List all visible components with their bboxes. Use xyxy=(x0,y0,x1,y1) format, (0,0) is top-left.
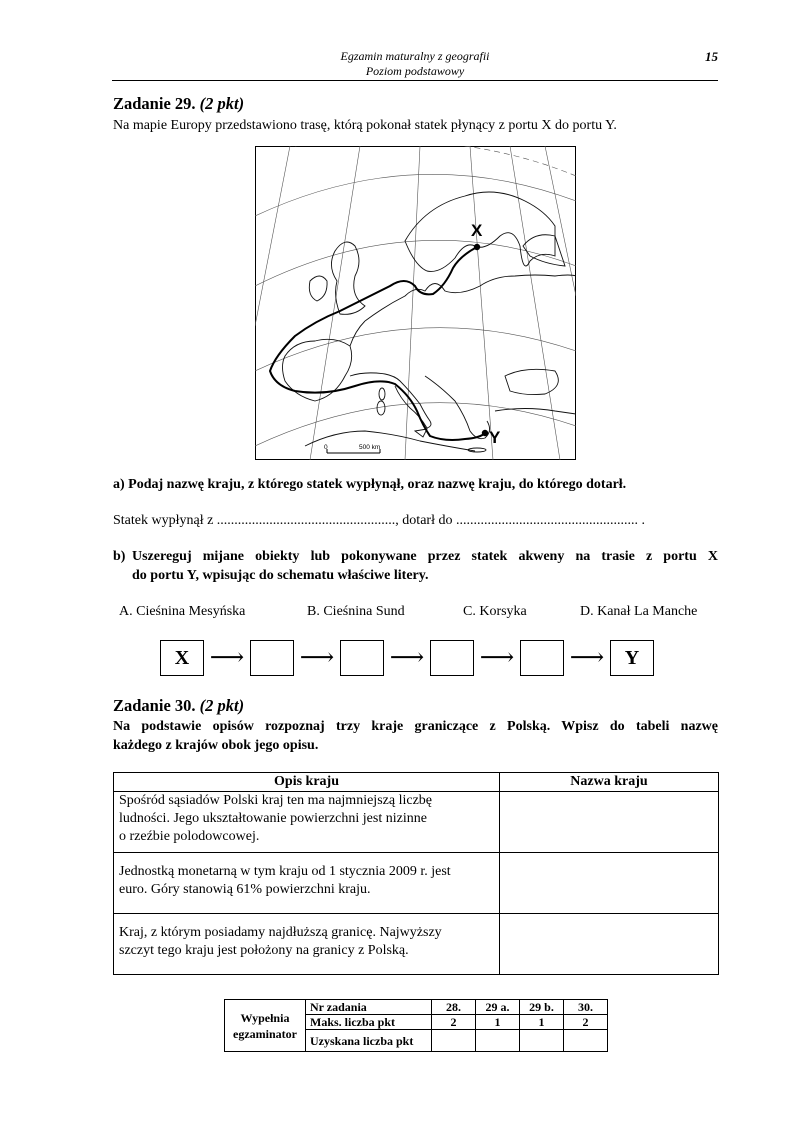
header-rule xyxy=(112,80,718,81)
country-name-cell[interactable] xyxy=(500,792,719,853)
schema-answer-box[interactable] xyxy=(340,640,384,676)
task29a-label: a) xyxy=(113,477,125,492)
port-y-marker xyxy=(482,430,488,436)
task29a-text: Podaj nazwę kraju, z którego statek wypłynął, oraz nazwę kraju, do którego dotarł. xyxy=(128,477,627,492)
max-points: 2 xyxy=(432,1015,476,1030)
page-number: 15 xyxy=(705,49,718,64)
max-points: 2 xyxy=(564,1015,608,1030)
exam-name: Egzamin maturalny z geografii xyxy=(340,49,490,63)
obtained-points-cell[interactable] xyxy=(476,1030,520,1052)
task-number: 28. xyxy=(432,1000,476,1015)
max-points: 1 xyxy=(520,1015,564,1030)
examiner-label xyxy=(225,1000,306,1052)
page-header xyxy=(112,49,718,79)
examiner-label-2: egzaminator xyxy=(233,1026,297,1041)
task29-intro: Na mapie Europy przedstawiono trasę, którą pokonał statek płynący z portu X do portu Y. xyxy=(113,118,617,133)
task-number: 29 a. xyxy=(476,1000,520,1015)
task30-number: Zadanie 30. xyxy=(113,696,196,715)
task29-title xyxy=(113,94,244,114)
map-drawing xyxy=(255,146,576,460)
option-a: A. Cieśnina Mesyńska xyxy=(119,604,246,619)
task29b-label: b) xyxy=(113,549,126,564)
europe-route-map xyxy=(255,146,576,460)
score-table xyxy=(224,999,608,1052)
port-x-label: X xyxy=(471,221,483,240)
exam-level: Poziom podstawowy xyxy=(365,64,465,78)
option-c: C. Korsyka xyxy=(463,604,527,619)
option-d: D. Kanał La Manche xyxy=(580,604,698,619)
description-line: szczyt tego kraju jest położony na granicy z Polską. xyxy=(119,943,409,958)
task-number: 29 b. xyxy=(520,1000,564,1015)
row-max-points-label: Maks. liczba pkt xyxy=(306,1015,432,1030)
scale-label: 500 km xyxy=(359,444,381,451)
task29a-question xyxy=(113,476,719,494)
route-schema xyxy=(160,640,654,676)
row-task-number-label: Nr zadania xyxy=(306,1000,432,1015)
schema-arrow: ⟶ xyxy=(479,645,515,671)
schema-end-box: Y xyxy=(610,640,654,676)
description-line: ludności. Jego ukształtowanie powierzchni jest nizinne xyxy=(119,811,427,826)
description-line: Spośród sąsiadów Polski kraj ten ma najmniejszą liczbę xyxy=(119,793,432,808)
schema-arrow: ⟶ xyxy=(569,645,605,671)
description-line: Jednostką monetarną w tym kraju od 1 stycznia 2009 r. jest xyxy=(119,864,451,879)
table-row xyxy=(114,914,719,975)
description-line: Kraj, z którym posiadamy najdłuższą granicę. Najwyższy xyxy=(119,925,442,940)
table-row xyxy=(114,792,719,853)
countries-table xyxy=(113,772,719,975)
country-description xyxy=(114,914,500,975)
task-number: 30. xyxy=(564,1000,608,1015)
schema-start-box: X xyxy=(160,640,204,676)
schema-arrow: ⟶ xyxy=(299,645,335,671)
task29-points: (2 pkt) xyxy=(199,94,245,113)
schema-answer-box[interactable] xyxy=(250,640,294,676)
task29-number: Zadanie 29. xyxy=(113,94,196,113)
task30-title xyxy=(113,696,244,716)
port-y-label: Y xyxy=(489,428,501,447)
task30-intro-2: każdego z krajów obok jego opisu. xyxy=(113,738,319,753)
country-description xyxy=(114,853,500,914)
task30-intro-1: Na podstawie opisów rozpoznaj trzy kraje graniczące z Polską. Wpisz do tabeli nazwę xyxy=(113,719,718,734)
country-name-cell[interactable] xyxy=(500,853,719,914)
schema-answer-box[interactable] xyxy=(520,640,564,676)
col-opis-header: Opis kraju xyxy=(114,773,500,792)
task29b-text-2: do portu Y, wpisując do schematu właściwe litery. xyxy=(132,568,429,583)
obtained-points-cell[interactable] xyxy=(520,1030,564,1052)
country-name-cell[interactable] xyxy=(500,914,719,975)
task29a-answer-line[interactable]: Statek wypłynął z ..................................................., dotarł do .................................................... . xyxy=(113,513,645,528)
country-description xyxy=(114,792,500,853)
examiner-label-1: Wypełnia xyxy=(240,1010,290,1025)
scale-zero: 0 xyxy=(324,444,328,451)
row-obtained-points-label: Uzyskana liczba pkt xyxy=(306,1030,432,1052)
col-nazwa-header: Nazwa kraju xyxy=(500,773,719,792)
schema-arrow: ⟶ xyxy=(389,645,425,671)
max-points: 1 xyxy=(476,1015,520,1030)
schema-answer-box[interactable] xyxy=(430,640,474,676)
task29b-text-1: Uszereguj mijane obiekty lub pokonywane przez statek akweny na trasie z portu X xyxy=(132,549,718,564)
task30-points: (2 pkt) xyxy=(199,696,245,715)
obtained-points-cell[interactable] xyxy=(432,1030,476,1052)
obtained-points-cell[interactable] xyxy=(564,1030,608,1052)
schema-arrow: ⟶ xyxy=(209,645,245,671)
port-x-marker xyxy=(474,244,480,250)
description-line: o rzeźbie polodowcowej. xyxy=(119,829,260,844)
description-line: euro. Góry stanowią 61% powierzchni kraju. xyxy=(119,882,371,897)
table-header-row xyxy=(114,773,719,792)
option-b: B. Cieśnina Sund xyxy=(307,604,405,619)
table-row xyxy=(114,853,719,914)
